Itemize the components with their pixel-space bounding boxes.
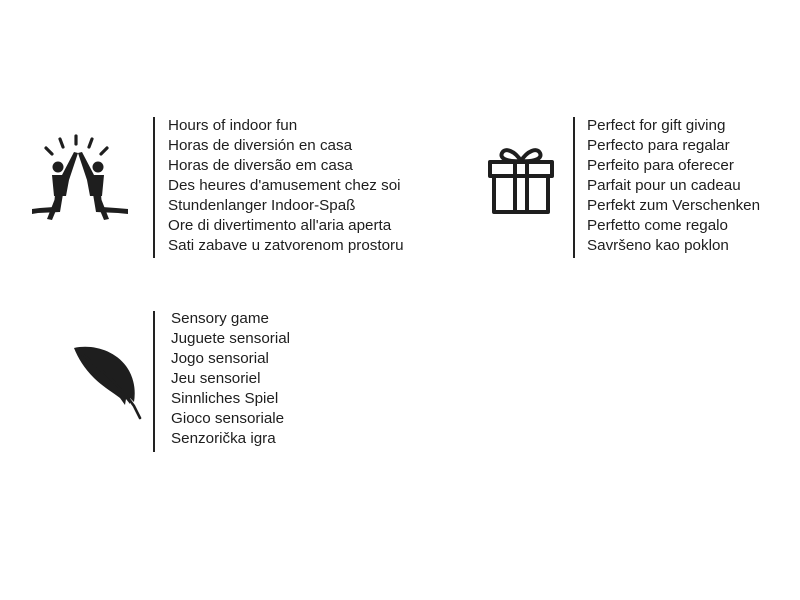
text-line-en: Sensory game bbox=[171, 310, 269, 327]
text-line-de: Sinnliches Spiel bbox=[171, 390, 279, 407]
divider-line bbox=[573, 117, 575, 258]
text-line-pt: Perfeito para oferecer bbox=[587, 157, 734, 174]
text-line-fr: Jeu sensoriel bbox=[171, 370, 261, 387]
text-line-hr: Senzorička igra bbox=[171, 430, 276, 447]
text-line-fr: Parfait pour un cadeau bbox=[587, 177, 741, 194]
text-line-it: Gioco sensoriale bbox=[171, 410, 285, 427]
text-line-fr: Des heures d'amusement chez soi bbox=[168, 177, 401, 194]
text-line-de: Perfekt zum Verschenken bbox=[587, 197, 761, 214]
feather-icon bbox=[72, 344, 144, 420]
high-five-icon bbox=[28, 134, 132, 226]
text-line-es: Juguete sensorial bbox=[171, 330, 291, 347]
divider-line bbox=[153, 311, 155, 452]
gift-box-icon bbox=[487, 145, 555, 215]
feature-text-lines bbox=[587, 116, 760, 256]
text-line-pt: Horas de diversão em casa bbox=[168, 157, 353, 174]
text-line-pt: Jogo sensorial bbox=[171, 350, 269, 367]
divider-line bbox=[153, 117, 155, 258]
text-line-es: Perfecto para regalar bbox=[587, 137, 730, 154]
feature-text-lines bbox=[171, 309, 290, 449]
text-line-it: Ore di divertimento all'aria aperta bbox=[168, 217, 392, 234]
text-line-de: Stundenlanger Indoor-Spaß bbox=[168, 197, 356, 214]
text-line-it: Perfetto come regalo bbox=[587, 217, 728, 234]
text-line-en: Hours of indoor fun bbox=[168, 117, 298, 134]
text-line-hr: Savršeno kao poklon bbox=[587, 237, 729, 254]
text-line-en: Perfect for gift giving bbox=[587, 117, 726, 134]
feature-text-lines bbox=[168, 116, 404, 256]
text-line-es: Horas de diversión en casa bbox=[168, 137, 353, 154]
text-line-hr: Sati zabave u zatvorenom prostoru bbox=[168, 237, 404, 254]
